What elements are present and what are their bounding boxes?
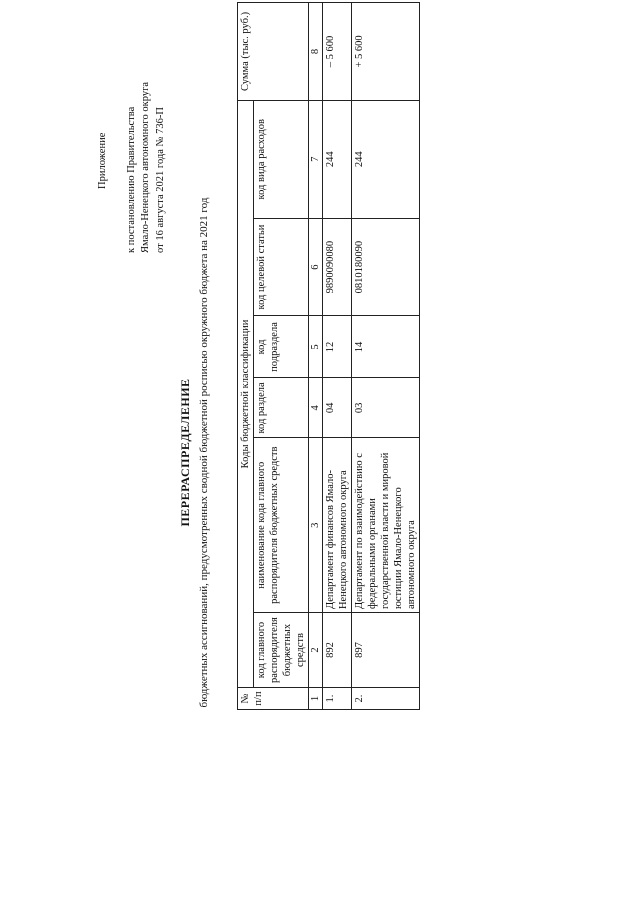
document-subtitle: бюджетных ассигнований, предусмотренных сводной бюджетной росписью окружного бюджета на 2021 год (198, 197, 210, 708)
header-sum: Сумма (тыс. руб.) (238, 3, 309, 101)
header-section-code: код раздела (254, 378, 309, 438)
column-number: 3 (309, 438, 323, 613)
header-grbs-name: наименование кода главного распорядителя бюджетных средств (254, 438, 309, 613)
column-number: 4 (309, 378, 323, 438)
redistribution-table (237, 2, 420, 710)
document-title: ПЕРЕРАСПРЕДЕЛЕНИЕ (178, 378, 192, 527)
column-number: 2 (309, 613, 323, 688)
row-section-code: 03 (352, 378, 420, 438)
header-row (238, 3, 254, 710)
row-grbs-code: 897 (352, 613, 420, 688)
row-grbs-code: 892 (323, 613, 352, 688)
column-number: 7 (309, 100, 323, 218)
column-number: 6 (309, 218, 323, 316)
row-subsection-code: 12 (323, 316, 352, 378)
header-subsection-code: код подраздела (254, 316, 309, 378)
header-subrow (254, 3, 309, 710)
table-row (323, 3, 352, 710)
column-number: 5 (309, 316, 323, 378)
row-expense-type-code: 244 (352, 100, 420, 218)
row-expense-type-code: 244 (323, 100, 352, 218)
appendix-block (96, 82, 168, 253)
row-target-code: 9890090080 (323, 218, 352, 316)
header-classification-codes: Коды бюджетной классификации (238, 100, 254, 687)
row-section-code: 04 (323, 378, 352, 438)
column-number-row (309, 3, 323, 710)
row-sum: – 5 600 (323, 3, 352, 101)
column-number: 1 (309, 688, 323, 710)
appendix-date-line: от 16 августа 2021 года № 736-П (154, 106, 166, 253)
row-num: 1. (323, 688, 352, 710)
column-number: 8 (309, 3, 323, 101)
appendix-label: Приложение (97, 132, 108, 189)
appendix-resolution-line: к постановлению Правительства (125, 106, 137, 253)
row-sum: + 5 600 (352, 3, 420, 101)
header-target-code: код целевой статьи (254, 218, 309, 316)
header-expense-type-code: код вида расходов (254, 100, 309, 218)
row-target-code: 0810180090 (352, 218, 420, 316)
appendix-government-line: Ямало-Ненецкого автономного округа (140, 81, 151, 253)
row-num: 2. (352, 688, 420, 710)
table-row (352, 3, 420, 710)
row-grbs-name: Департамент по взаимодействию с федеральными органами государственной власти и мировой юстиции Ямало-Ненецкого автономного округа (352, 438, 420, 613)
row-subsection-code: 14 (352, 316, 420, 378)
header-num: № п/п (238, 688, 309, 710)
row-grbs-name: Департамент финансов Ямало-Ненецкого автономного округа (323, 438, 352, 613)
header-grbs-code: код главного распорядителя бюджетных средств (254, 613, 309, 688)
